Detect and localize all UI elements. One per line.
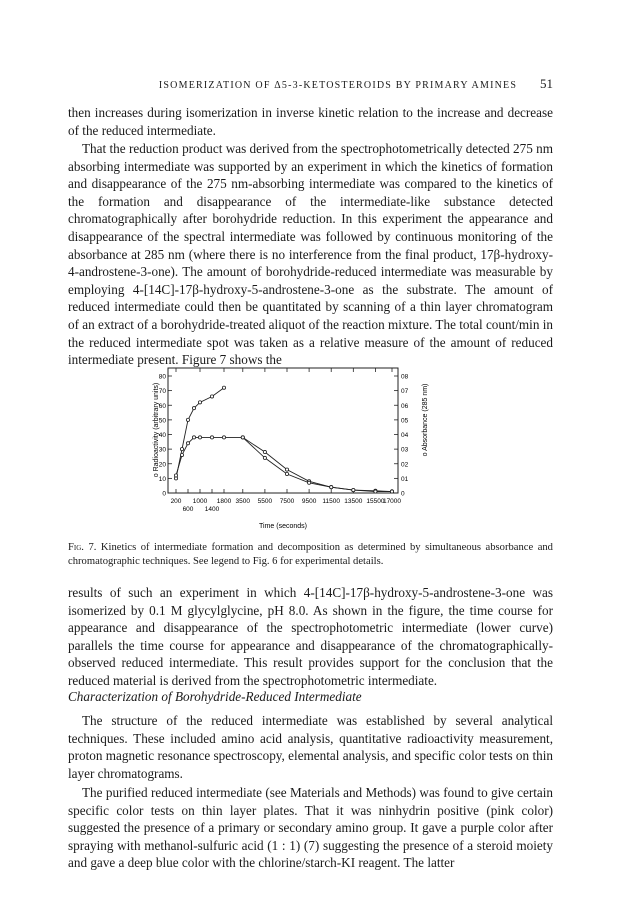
y-left-tick-label: 30	[158, 446, 166, 454]
series-2-point	[198, 436, 201, 439]
y-left-tick-label: 0	[162, 490, 166, 498]
series-3-point	[330, 486, 333, 489]
y-right-tick-label: 05	[401, 417, 409, 425]
paragraph-2	[68, 140, 553, 369]
series-2-point	[222, 436, 225, 439]
x-tick-label: 9500	[301, 498, 317, 505]
paragraph-5-text: The purified reduced intermediate (see Materials and Methods) was found to give certain specific color tests on thin layer plates. That it was ninhydrin positive (pink color) suggested the presence of a primary or secondary amino group. It gave a purple color after spraying with methanol-sulfuric acid (1 : 1) (7) suggesting the presence of a steroid moiety and gave a deep blue color with the chlorine/starch-KI reagent. The latter	[68, 785, 553, 871]
series-3-point	[374, 490, 377, 493]
series-2-point	[241, 436, 244, 439]
x-tick-label: 200	[170, 498, 182, 505]
running-header: ISOMERIZATION OF Δ5-3-KETOSTEROIDS BY PRIMARY AMINES	[158, 80, 518, 91]
y-left-ticks	[159, 374, 172, 498]
y-right-tick-label: 06	[401, 402, 409, 410]
series-3-point	[263, 456, 266, 459]
series-group	[174, 386, 393, 493]
series-2-point	[263, 450, 266, 453]
y-right-ticks	[394, 374, 409, 498]
paragraph-1: then increases during isomerization in inverse kinetic relation to the increase and decrease of the reduced intermediate.	[68, 105, 553, 138]
series-1-point	[222, 386, 225, 389]
series-2-point	[180, 453, 183, 456]
x-tick-label: 11500	[322, 498, 341, 505]
y-left-axis-label: o Radioactivity (arbitrary units)	[153, 382, 160, 478]
y-left-tick-label: 40	[158, 432, 166, 439]
series-1-point	[174, 477, 177, 480]
y-right-tick-label: 08	[401, 373, 409, 381]
series-2-point	[352, 488, 355, 491]
series-1-line	[176, 388, 224, 479]
y-right-tick-label: 03	[401, 446, 409, 454]
x-tick-label: 1800	[216, 498, 232, 505]
y-left-tick-label: 70	[158, 388, 166, 396]
series-1-point	[198, 401, 201, 404]
x-tick-label: 600	[182, 506, 194, 513]
series-3-line	[243, 437, 392, 491]
x-tick-labels-row2	[183, 506, 220, 513]
series-2-point	[374, 489, 377, 492]
page-number: 51	[540, 76, 553, 91]
series-2-point	[186, 442, 189, 445]
paragraph-4-text: The structure of the reduced intermediate was established by several analytical techniques. These included amino acid analysis, quantitative radioactivity measurement, proton magnetic resonance spectroscopy, elemental analysis, and specific color tests on thin layer chromatograms.	[68, 713, 553, 781]
x-tick-label: 15500	[366, 498, 385, 505]
y-left-tick-label: 60	[158, 402, 166, 410]
y-right-tick-label: 04	[401, 432, 409, 439]
series-2-point	[330, 486, 333, 489]
series-3-point	[285, 472, 288, 475]
series-1-point	[210, 395, 213, 398]
series-2-point	[390, 490, 393, 493]
series-1-point	[186, 418, 189, 421]
paragraph-5	[68, 784, 553, 872]
y-right-tick-label: 0	[401, 490, 405, 498]
y-right-tick-label: 01	[401, 475, 409, 483]
section-heading: Characterization of Borohydride-Reduced Intermediate	[68, 689, 362, 704]
x-tick-label: 7500	[279, 498, 295, 505]
x-tick-label: 13500	[344, 498, 363, 505]
x-tick-label: 5500	[257, 498, 273, 505]
y-left-tick-label: 20	[158, 461, 166, 469]
y-left-tick-label: 10	[158, 475, 166, 483]
figure-caption-label: Fig. 7.	[68, 542, 97, 553]
series-2-point	[308, 480, 311, 483]
y-left-tick-label: 50	[158, 417, 166, 425]
x-tick-label: 3500	[235, 498, 251, 505]
x-axis-ticks	[176, 368, 392, 493]
series-2-point	[210, 436, 213, 439]
series-3-point	[352, 488, 355, 491]
plot-frame	[168, 368, 398, 493]
y-right-tick-label: 07	[401, 388, 409, 396]
series-1-point	[180, 448, 183, 451]
series-1-point	[192, 407, 195, 410]
x-tick-label: 1400	[204, 506, 220, 513]
paragraph-2-text: That the reduction product was derived from the spectrophotometrically detected 275 nm absorbing intermediate was supported by an experiment in which the kinetics of formation and disappearance of the 275 nm-absorbing intermediate was compared to the kinetics of the formation and disappearance of the intermediate-like substance detected chromatographically after borohydride reduction. In this experiment the appearance and disappearance of the spectral intermediate was followed by continuous monitoring of the absorbance at 285 nm (where there is no interference from the final product, 17β-hydroxy-4-androstene-3-one). The amount of borohydride-reduced intermediate was measurable by employing 4-[14C]-17β-hydroxy-5-androstene-3-one as the substrate. The amount of reduced intermediate could then be quantitated by scanning of a thin layer chromatogram of an extract of a borohydride-treated aliquot of the reaction mixture. The total count/min in the reduced intermediate spot was taken as a relative measure of the amount of reduced intermediate present. Figure 7 shows the	[68, 141, 553, 368]
x-tick-label: 1000	[192, 498, 208, 505]
figure-caption-text: Kinetics of intermediate formation and decomposition as determined by simultaneous absorbance and chromatographic techniques. See legend to Fig. 6 for experimental details.	[68, 542, 553, 567]
series-2-line	[176, 437, 392, 491]
x-tick-label: 17000	[382, 498, 402, 505]
y-right-axis-label: o Absorbance (285 nm)	[422, 383, 429, 457]
series-2-point	[285, 468, 288, 471]
y-right-tick-label: 02	[401, 461, 409, 469]
series-3-point	[390, 490, 393, 493]
figure-caption	[68, 541, 553, 569]
paragraph-3: results of such an experiment in which 4-[14C]-17β-hydroxy-5-androstene-3-one was isomerized by 0.1 M glycylglycine, pH 8.0. As shown in the figure, the time course for appearance and disappearance of the spectrophotometric intermediate (lower curve) parallels the time course for appearance and disappearance of the chromatographically-observed reduced intermediate. This result provides support for the conclusion that the reduced material is derived from the spectrophotometric intermediate.	[68, 585, 553, 688]
x-tick-labels-row1	[171, 498, 402, 505]
series-2-point	[174, 474, 177, 477]
paragraph-4	[68, 712, 553, 782]
series-3-point	[308, 481, 311, 484]
x-axis-label: Time (seconds)	[259, 523, 307, 530]
y-left-tick-label: 80	[158, 373, 166, 381]
series-2-point	[192, 436, 195, 439]
series-3-point	[241, 436, 244, 439]
